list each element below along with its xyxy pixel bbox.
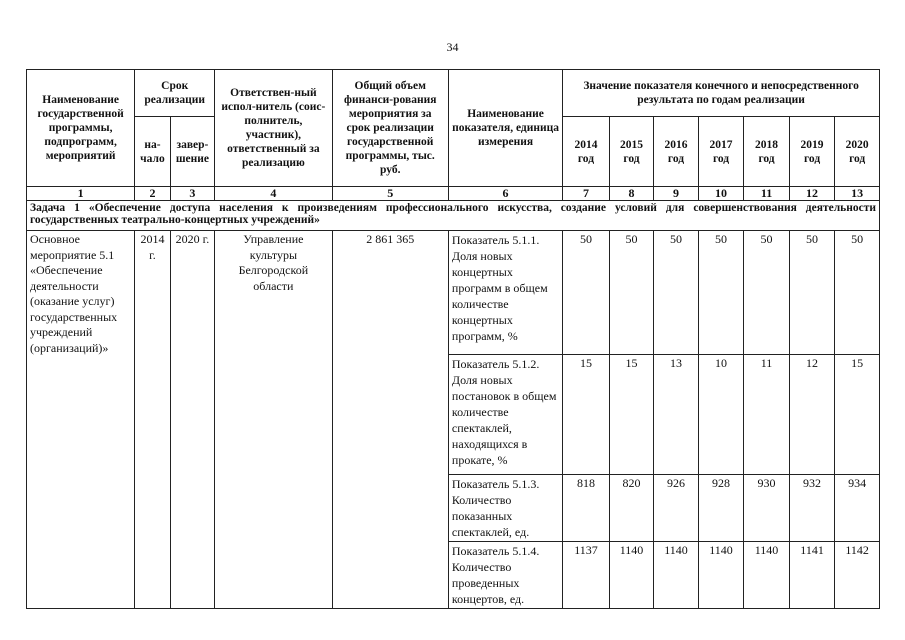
- header-year-2015: 2015 год: [609, 117, 654, 187]
- activity-volume: 2 861 365: [332, 231, 448, 609]
- header-end: завер-шение: [170, 117, 215, 187]
- indicator-value: 820: [609, 475, 654, 542]
- indicator-value: 10: [698, 355, 744, 475]
- indicator-value: 13: [654, 355, 699, 475]
- indicator-label: Показатель 5.1.1. Доля новых концертных программ в общем количестве концертных программ, %: [448, 231, 562, 355]
- indicator-value: 50: [609, 231, 654, 355]
- header-year-2017: 2017 год: [698, 117, 744, 187]
- header-year-2016: 2016 год: [654, 117, 699, 187]
- column-number: 10: [698, 187, 744, 201]
- indicator-value: 12: [789, 355, 835, 475]
- column-number: 12: [789, 187, 835, 201]
- column-number: 4: [215, 187, 332, 201]
- indicator-value: 818: [563, 475, 610, 542]
- activity-name: Основное мероприятие 5.1 «Обеспечение деятельности (оказание услуг) государственных учреждений (организаций)»: [27, 231, 135, 609]
- indicator-value: 50: [563, 231, 610, 355]
- indicator-label: Показатель 5.1.3. Количество показанных спектаклей, ед.: [448, 475, 562, 542]
- header-volume: Общий объем финанси-рования мероприятия за срок реализации государственной программы, тыс. руб.: [332, 70, 448, 187]
- header-year-2018: 2018 год: [744, 117, 790, 187]
- activity-responsible: Управление культуры Белгородской области: [215, 231, 332, 609]
- indicator-value: 50: [654, 231, 699, 355]
- indicator-value: 50: [744, 231, 790, 355]
- indicator-value: 1140: [609, 542, 654, 609]
- indicator-value: 930: [744, 475, 790, 542]
- column-number: 6: [448, 187, 562, 201]
- indicator-value: 928: [698, 475, 744, 542]
- header-name: Наименование государственной программы, подпрограмм, мероприятий: [27, 70, 135, 187]
- column-numbers-row: [27, 187, 880, 201]
- indicator-value: 50: [789, 231, 835, 355]
- column-number: 8: [609, 187, 654, 201]
- indicator-value: 11: [744, 355, 790, 475]
- column-number: 2: [135, 187, 170, 201]
- task-heading: Задача 1 «Обеспечение доступа населения к произведениям профессионального искусства, создание условий для совершенствования деятельности государственных театрально-концертных учреждений»: [27, 201, 880, 231]
- column-number: 1: [27, 187, 135, 201]
- header-year-2019: 2019 год: [789, 117, 835, 187]
- column-number: 9: [654, 187, 699, 201]
- indicator-value: 1142: [835, 542, 880, 609]
- indicator-value: 1140: [654, 542, 699, 609]
- indicator-value: 15: [835, 355, 880, 475]
- column-number: 7: [563, 187, 610, 201]
- header-responsible: Ответствен-ный испол-нитель (соис-полнитель, участник), ответственный за реализацию: [215, 70, 332, 187]
- header-indicator: Наименование показателя, единица измерения: [448, 70, 562, 187]
- page-number: 34: [446, 40, 459, 54]
- indicator-value: 926: [654, 475, 699, 542]
- indicator-value: 1140: [744, 542, 790, 609]
- indicator-value: 50: [698, 231, 744, 355]
- header-start: на-чало: [135, 117, 170, 187]
- indicator-value: 50: [835, 231, 880, 355]
- header-values-title: Значение показателя конечного и непосредственного результата по годам реализации: [563, 70, 880, 117]
- indicator-value: 932: [789, 475, 835, 542]
- header-year-2014: 2014 год: [563, 117, 610, 187]
- column-number: 5: [332, 187, 448, 201]
- indicator-value: 1140: [698, 542, 744, 609]
- column-number: 11: [744, 187, 790, 201]
- header-term: Срок реализации: [135, 70, 215, 117]
- column-number: 13: [835, 187, 880, 201]
- indicator-label: Показатель 5.1.2. Доля новых постановок в общем количестве спектаклей, находящихся в прокате, %: [448, 355, 562, 475]
- column-number: 3: [170, 187, 215, 201]
- indicator-value: 934: [835, 475, 880, 542]
- program-table: [26, 69, 880, 609]
- indicator-label: Показатель 5.1.4. Количество проведенных концертов, ед.: [448, 542, 562, 609]
- indicator-value: 15: [563, 355, 610, 475]
- indicator-value: 1141: [789, 542, 835, 609]
- indicator-value: 15: [609, 355, 654, 475]
- activity-end: 2020 г.: [170, 231, 215, 609]
- activity-start: 2014 г.: [135, 231, 170, 609]
- table-row: [27, 231, 880, 355]
- indicator-value: 1137: [563, 542, 610, 609]
- header-year-2020: 2020 год: [835, 117, 880, 187]
